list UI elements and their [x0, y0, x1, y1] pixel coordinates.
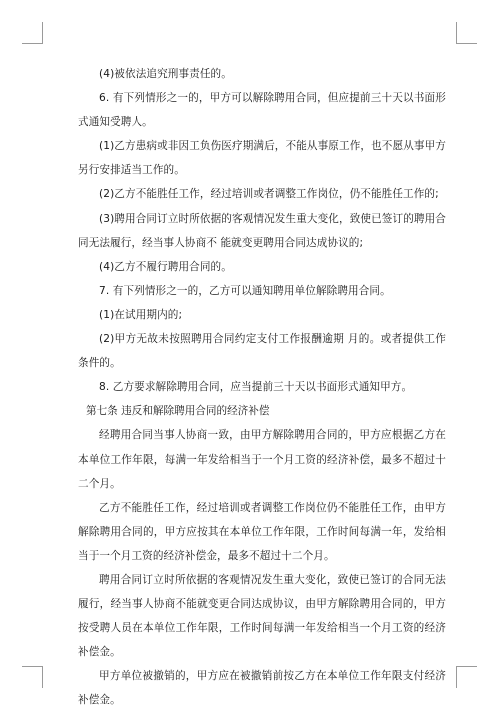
- paragraph: 乙方不能胜任工作，经过培训或者调整工作岗位仍不能胜任工作，由甲方解除聘用合同的，甲方应按其在本单位工作年限，工作时间每满一年，发给相当于一个月工资的经济补偿金，最多不超过十二个月。: [78, 501, 446, 562]
- paragraph: (3)聘用合同订立时所依据的客观情况发生重大变化，致使已签订的聘用合同无法履行，经当事人协商不 能就变更聘用合同达成协议的;: [78, 212, 446, 249]
- crop-mark-bottom-left-vertical: [42, 666, 43, 688]
- section-heading: 第七条 违反和解除聘用合同的经济补偿: [86, 405, 270, 418]
- paragraph: 甲方单位被撤销的，甲方应在被撤销前按乙方在本单位工作年限支付经济补偿金。: [78, 670, 446, 707]
- paragraph: 7. 有下列情形之一的，乙方可以通知聘用单位解除聘用合同。: [99, 284, 391, 297]
- crop-mark-bottom-left-horizontal: [22, 666, 43, 667]
- paragraph: (4)被依法追究刑事责任的。: [99, 68, 232, 80]
- paragraph: 8. 乙方要求解除聘用合同，应当提前三十天以书面形式通知甲方。: [99, 381, 413, 394]
- paragraph: 经聘用合同当事人协商一致，由甲方解除聘用合同的，甲方应根据乙方在本单位工作年限，每满一年发给相当于一个月工资的经济补偿，最多不超过十二个月。: [78, 429, 446, 490]
- paragraph: 6. 有下列情形之一的，甲方可以解除聘用合同，但应提前三十天以书面形式通知受聘人。: [78, 92, 446, 129]
- paragraph: (1)乙方患病或非因工负伤医疗期满后，不能从事原工作，也不愿从事甲方另行安排适当工作的。: [78, 140, 446, 177]
- paragraph: (2)甲方无故未按照聘用合同约定支付工作报酬逾期 月的。或者提供工作条件的。: [78, 333, 446, 370]
- crop-mark-bottom-right-horizontal: [456, 666, 477, 667]
- paragraph: 聘用合同订立时所依据的客观情况发生重大变化，致使已签订的合同无法履行，经当事人协商不能就变更合同达成协议，由甲方解除聘用合同的，甲方按受聘人员在本单位工作年限，工作时间每满一年发给相当一个月工资的经济补偿金。: [78, 573, 446, 659]
- paragraph: (2)乙方不能胜任工作，经过培训或者调整工作岗位，仍不能胜任工作的;: [99, 188, 439, 201]
- crop-mark-top-left-horizontal: [22, 43, 43, 44]
- crop-mark-top-right-vertical: [456, 22, 457, 44]
- document-body: [78, 62, 446, 713]
- paragraph: (1)在试用期内的;: [99, 308, 183, 321]
- crop-mark-top-right-horizontal: [456, 43, 477, 44]
- crop-mark-top-left-vertical: [42, 22, 43, 44]
- crop-mark-bottom-right-vertical: [456, 666, 457, 688]
- paragraph: (4)乙方不履行聘用合同的。: [99, 260, 232, 273]
